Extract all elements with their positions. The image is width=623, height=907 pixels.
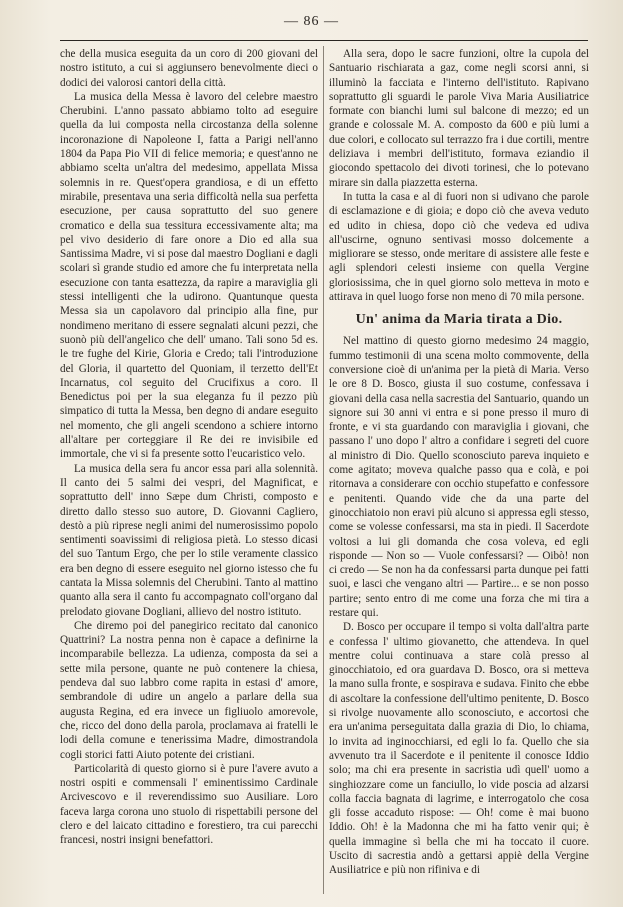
paragraph: Alla sera, dopo le sacre funzioni, oltre la cupola del Santuario rischiarata a gaz, come negli scorsi anni, si illuminò la facciata e l'interno dell'istituto. Rapivano soprattutto gli sguardi le parole Viva Maria Ausiliatrice formate con bianchi lumi sul balcone di mezzo; ed un grande e colossale M. A. composto da 600 e più lumi a due colori, e collocato sul terrazzo fra i due cortili, mentre deliziava i membri dell'istituto, formava eziandio il giocondo spettacolo dei divoti torinesi, che lo potevano mirare sin dalla piazzetta esterna. xyxy=(329,48,589,189)
paragraph: La musica della sera fu ancor essa pari alla solennità. Il canto dei 5 salmi dei vespri, del Magnificat, e soprattutto dell' inno Sæpe dum Christi, composto e diretto dallo stesso suo autore, D. Giovanni Cagliero, destò a più riprese negli animi del numerosissimo popolo sentimenti soavissimi di religiosa pietà. Lo stesso dicasi del suo Tantum Ergo, che per lo stile veramente classico era ben degno di essere eseguito nel giorno istesso che fu cantata la Missa solemnis del Cherubini. Tanto al mattino quanto alla sera il canto fu accompagnato coll'organo dal prelodato giovane Dogliani, allievo del nostro istituto. xyxy=(60,462,318,618)
paragraph: D. Bosco per occupare il tempo si volta dall'altra parte e confessa l' ultimo giovanetto, che attendeva. In quel mentre colui continuava a stare colà presso al ginocchiatoio, ed ora guardava D. Bosco, ora si metteva la mano sulla fronte, e sospirava e sudava. Finito che ebbe di ascoltare la confessione dell'ultimo penitente, D. Bosco si rivolge nuovamente allo sconosciuto, e accortosi che era un'anima perseguitata dalla grazia di Dio, lo chiama, lo invita ad inginocchiarsi, ed egli lo fa. Quello che sia avvenuto tra il Sacerdote e il penitente il conosce Iddio solo; ma chi era presente in sacristia udì quell' uomo a singhiozzare come un fanciullo, lo vide poscia ad alzarsi colla faccia bagnata di lagrime, e interrogatolo che cosa gli fosse accaduto rispose: — Oh! come è mai buono Iddio. Oh! è la Madonna che mi ha fatto venir qui; è quella immagine sì bella che mi ha toccato il cuore. Uscito di sacrestia andò a gettarsi appiè della Vergine Ausiliatrice e più non rifiniva e di xyxy=(329,621,589,877)
section-title: Un' anima da Maria tirata a Dio. xyxy=(355,312,563,328)
left-column xyxy=(60,47,318,848)
paragraph: Particolarità di questo giorno si è pure l'avere avuto a nostri ospiti e commensali l' eminentissimo Cardinale Arcivescovo e il reverendissimo suo Ausiliare. Loro faceva larga corona uno stuolo di rispettabili persone del clero e del laicato cittadino e forestiero, tra cui parecchi francesi, nostri insigni benefattori. xyxy=(60,762,318,847)
paragraph: Nel mattino di questo giorno medesimo 24 maggio, fummo testimonii di una scena molto commovente, della conversione cioè di un'anima per la pietà di Maria. Verso le ore 8 D. Bosco, giusta il suo costume, confessava i giovani della casa nella sacrestia del Santuario, quando un signore sui 30 anni vi entra e si pone presso il muro di fronte, e vi sta guardando con maraviglia i giovani, che passano l' uno dopo l' altro a confidare i segreti del cuore al ministro di Dio. Quello sconosciuto pareva inquieto e come agitato; moveva qualche passo qua e colà, e poi ritornava a considerare con occhio stupefatto e confessore e penitenti. Quando vide che da una parte del ginocchiatoio non eravi più alcuno si appressa egli stesso, come se volesse confessarsi, ma sta in piedi. Il Sacerdote voltosi a lui gli domanda che cosa voleva, ed egli risponde — Non so — Vuole confessarsi? — Oibò! non ci credo — Se non ha da confessarsi parta dunque pei fatti suoi, e lasci che vengano altri — Partire... e se non posso partire; sento entro di me come una forza che mi tira a restare qui. xyxy=(329,335,589,619)
paragraph: Che diremo poi del panegirico recitato dal canonico Quattrini? La nostra penna non è capace a definirne la incomparabile bellezza. La udienza, composta da sei a sette mila persone, quante ne può contenere la chiesa, pendeva dal suo labbro come rapita in estasi d' amore, sembrandole di udire un angelo a parlare della sua augusta Regina, ed era invece un figliuolo amorevole, che, ricco del dono della parola, proclamava ai fratelli le lodi della comune e tenerissima Madre, dimostrandola cogli storici fatti Aiuto potente dei cristiani. xyxy=(60,619,318,761)
paragraph: In tutta la casa e al di fuori non si udivano che parole di esclamazione e di gioia; e dopo ciò che aveva veduto ed udito in chiesa, dopo ciò che vedeva ed udiva all'uscirne, ognuno sentivasi mosso dolcemente a migliorare se stesso, onde meritare di assistere alle feste e agli splendori celesti insieme con quella Vergine gloriosissima, che in quel giorno solo metteva in moto e attirava in quel luogo forse non meno di 70 mila persone. xyxy=(329,190,589,304)
column-divider xyxy=(323,46,324,894)
page-number: — 86 — xyxy=(284,14,339,29)
right-column xyxy=(329,47,589,878)
header-rule xyxy=(60,40,588,41)
paragraph: che della musica eseguita da un coro di 200 giovani del nostro istituto, a cui si aggiunsero benevolmente dieci o dodici dei valorosi cantori della città. xyxy=(60,48,318,89)
paragraph: La musica della Messa è lavoro del celebre maestro Cherubini. L'anno passato abbiamo tolto ad eseguire quella da lui composta nella circostanza della solenne incoronazione di Napoleone I, fatta a Parigi nell'anno 1804 da Papa Pio VII di felice memoria; e quest'anno ne abbiamo scelta un'altra del medesimo, appellata Missa solemnis in re. Quest'opera grandiosa, e di un effetto mirabile, presentava una seria difficoltà nella sua perfetta esecuzione, per causa soprattutto del suo genere cromatico e della sua tessitura eccessivamente alta; ma pel vivo desiderio di fare onore a Dio ed alla sua Santissima Madre, vi si pose dal maestro Dogliani e dagli scolari sì grande studio ed amore che fu interpretata nella esecuzione con tanta esattezza, da rapire a maraviglia gli stessi intelligenti che la udirono. Quantunque questa Messa sia un capolavoro dal principio alla fine, pur nondimeno meritano di essere segnalati alcuni pezzi, che suonò più dell'angelico che dell' umano. Tali sono 5d es. le tre fughe del Kirie, Gloria e Credo; tali l'introduzione del Gloria, il quartetto del Quoniam, il terzetto dell'Et Incarnatus, col seguito del Crucifixus a coro. Il Benedictus poi per la sua eleganza fu il pezzo più simpatico di tutta la Messa, ben degno di andare eseguito nel momento, che gli angeli scendono a schiere intorno all'altare per corteggiare il Re dei re invisibile ed immortale, che vi si fa presente sotto l'eucaristico velo. xyxy=(60,90,318,461)
